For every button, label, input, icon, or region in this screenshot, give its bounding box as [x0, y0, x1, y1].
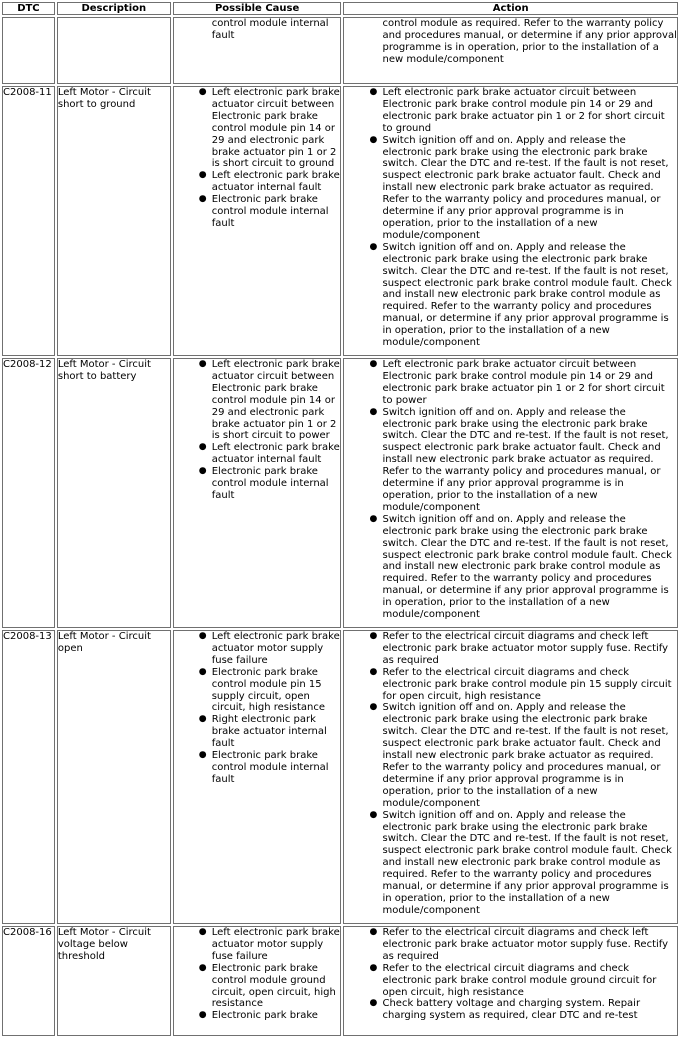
- action-list: [344, 631, 677, 917]
- table-header-row: [2, 2, 678, 15]
- list-item: [344, 135, 677, 242]
- header-action: Action: [343, 2, 678, 15]
- possible-cause-text: Left electronic park brake actuator motor supply fuse failure: [211, 927, 340, 962]
- list-item: [174, 194, 341, 230]
- possible-cause-text: Left electronic park brake actuator circuit between Electronic park brake control module pin 14 or 29 and electronic park brake actuator pin 1 or 2 is short circuit to power: [211, 359, 340, 442]
- dtc-description: Left Motor - Circuit voltage below threshold: [57, 926, 171, 1036]
- table-row: [2, 926, 678, 1036]
- action-text: Left electronic park brake actuator circuit between Electronic park brake control module pin 14 or 29 and electronic park brake actuator pin 1 or 2 for short circuit to power: [382, 359, 665, 406]
- dtc-code: C2008-13: [2, 630, 55, 924]
- list-item: [344, 810, 677, 917]
- bullet-icon: ●: [198, 1010, 207, 1021]
- list-item: [174, 714, 341, 750]
- action-text: Switch ignition off and on. Apply and release the electronic park brake using the electronic park brake switch. Clear the DTC and re-test. If the fault is not reset, suspect electronic park brake control module fault. Check and install new electronic park brake control module as required. Refer to the warranty policy and procedures manual, or determine if any prior approval programme is in operation, prior to the installation of a new module/component: [382, 809, 672, 916]
- header-possible-cause: Possible Cause: [173, 2, 342, 15]
- dtc-code: C2008-16: [2, 926, 55, 1036]
- bullet-icon: ●: [369, 666, 378, 677]
- bullet-icon: ●: [369, 631, 378, 641]
- bullet-icon: ●: [198, 750, 207, 761]
- bullet-icon: ●: [369, 134, 378, 145]
- list-item: [344, 667, 677, 703]
- bullet-icon: ●: [198, 170, 207, 181]
- bullet-icon: ●: [198, 631, 207, 641]
- list-item: [344, 359, 677, 407]
- continued-description-cell: [57, 17, 171, 84]
- bullet-icon: ●: [369, 241, 378, 252]
- possible-cause-text: Electronic park brake control module internal fault: [211, 466, 329, 501]
- list-item: [174, 442, 341, 466]
- action-cell: [343, 86, 678, 356]
- bullet-icon: ●: [369, 962, 378, 973]
- dtc-description: Left Motor - Circuit short to battery: [57, 358, 171, 628]
- list-item: [174, 1010, 341, 1022]
- dtc-code: C2008-12: [2, 358, 55, 628]
- bullet-icon: ●: [369, 406, 378, 417]
- bullet-icon: ●: [369, 927, 378, 937]
- action-cell: [343, 358, 678, 628]
- list-item: [344, 242, 677, 349]
- action-text: Refer to the electrical circuit diagrams and check left electronic park brake actuator motor supply fuse. Rectify as required: [382, 631, 669, 666]
- bullet-icon: ●: [369, 359, 378, 369]
- list-item: [174, 466, 341, 502]
- list-item: [344, 407, 677, 514]
- bullet-icon: ●: [369, 87, 378, 97]
- action-text: Switch ignition off and on. Apply and release the electronic park brake using the electronic park brake switch. Clear the DTC and re-test. If the fault is not reset, suspect electronic park brake control module fault. Check and install new electronic park brake control module as required. Refer to the warranty policy and procedures manual, or determine if any prior approval programme is in operation, prior to the installation of a new module/component: [382, 513, 672, 621]
- list-item: [174, 87, 341, 170]
- bullet-icon: ●: [198, 194, 207, 205]
- list-item: [174, 667, 341, 715]
- list-item: [174, 359, 341, 442]
- possible-cause-cell: [173, 86, 342, 356]
- bullet-icon: ●: [198, 962, 207, 973]
- bullet-icon: ●: [198, 927, 207, 937]
- possible-cause-list: [174, 927, 341, 1022]
- action-text: Left electronic park brake actuator circuit between Electronic park brake control module pin 14 or 29 and electronic park brake actuator pin 1 or 2 for short circuit to ground: [382, 87, 665, 134]
- possible-cause-list: [174, 359, 341, 502]
- bullet-icon: ●: [369, 513, 378, 524]
- action-text: Switch ignition off and on. Apply and release the electronic park brake using the electronic park brake switch. Clear the DTC and re-test. If the fault is not reset, suspect electronic park brake actuator fault. Check and install new electronic park brake actuator as required. Refer to the warranty policy and procedures manual, or determine if any prior approval programme is in operation, prior to the installation of a new module/component: [382, 406, 669, 513]
- list-item: [344, 998, 677, 1022]
- action-list: [344, 87, 677, 349]
- bullet-icon: ●: [198, 442, 207, 453]
- possible-cause-text: Left electronic park brake actuator internal fault: [211, 170, 340, 194]
- action-text: Refer to the electrical circuit diagrams and check electronic park brake control module pin 15 supply circuit for open circuit, high resistance: [382, 666, 672, 702]
- list-item: [174, 927, 341, 963]
- bullet-icon: ●: [369, 998, 378, 1009]
- possible-cause-text: Left electronic park brake actuator internal fault: [211, 442, 340, 466]
- possible-cause-text: Left electronic park brake actuator motor supply fuse failure: [211, 631, 340, 666]
- list-item: [344, 927, 677, 963]
- possible-cause-text: Electronic park brake control module ground circuit, open circuit, high resistance: [211, 962, 336, 1010]
- action-text: Check battery voltage and charging system. Repair charging system as required, clear DTC and re-test: [382, 998, 641, 1022]
- table-row: [2, 86, 678, 356]
- bullet-icon: ●: [198, 466, 207, 477]
- possible-cause-cell: [173, 630, 342, 924]
- action-text: Refer to the electrical circuit diagrams and check electronic park brake control module ground circuit for open circuit, high resistance: [382, 962, 657, 998]
- possible-cause-text: Electronic park brake control module internal fault: [211, 194, 329, 229]
- bullet-icon: ●: [369, 809, 378, 820]
- bullet-icon: ●: [369, 702, 378, 713]
- header-description: Description: [57, 2, 171, 15]
- continued-action-text: control module as required. Refer to the warranty policy and procedures manual, or determine if any prior approval programme is in operation, prior to the installation of a new module/component: [382, 18, 677, 65]
- dtc-description: Left Motor - Circuit short to ground: [57, 86, 171, 356]
- header-dtc: DTC: [2, 2, 55, 15]
- action-list: [344, 927, 677, 1022]
- possible-cause-list: [174, 631, 341, 786]
- possible-cause-text: Electronic park brake control module pin 15 supply circuit, open circuit, high resistance: [211, 666, 326, 714]
- continued-row: [2, 17, 678, 84]
- possible-cause-cell: [173, 926, 342, 1036]
- continued-cause-text: control module internal fault: [211, 18, 329, 41]
- possible-cause-text: Left electronic park brake actuator circuit between Electronic park brake control module pin 14 or 29 and electronic park brake actuator pin 1 or 2 is short circuit to ground: [211, 87, 340, 170]
- continued-action-cell: [343, 17, 678, 84]
- bullet-icon: ●: [198, 666, 207, 677]
- continued-dtc-cell: [2, 17, 55, 84]
- possible-cause-text: Right electronic park brake actuator internal fault: [211, 714, 327, 750]
- table-row: [2, 630, 678, 924]
- list-item: [174, 631, 341, 667]
- list-item: [174, 170, 341, 194]
- table-row: [2, 358, 678, 628]
- action-cell: [343, 926, 678, 1036]
- action-text: Switch ignition off and on. Apply and release the electronic park brake using the electronic park brake switch. Clear the DTC and re-test. If the fault is not reset, suspect electronic park brake actuator fault. Check and install new electronic park brake actuator as required. Refer to the warranty policy and procedures manual, or determine if any prior approval programme is in operation, prior to the installation of a new module/component: [382, 702, 669, 809]
- bullet-icon: ●: [198, 87, 207, 97]
- action-text: Switch ignition off and on. Apply and release the electronic park brake using the electronic park brake switch. Clear the DTC and re-test. If the fault is not reset, suspect electronic park brake control module fault. Check and install new electronic park brake control module as required. Refer to the warranty policy and procedures manual, or determine if any prior approval programme is in operation, prior to the installation of a new module/component: [382, 241, 672, 349]
- bullet-icon: ●: [198, 714, 207, 725]
- possible-cause-text: Electronic park brake: [211, 1010, 318, 1022]
- possible-cause-list: [174, 87, 341, 230]
- list-item: [344, 87, 677, 135]
- list-item: [344, 702, 677, 809]
- continued-cause-cell: [173, 17, 342, 84]
- possible-cause-cell: [173, 358, 342, 628]
- action-list: [344, 359, 677, 621]
- action-text: Switch ignition off and on. Apply and release the electronic park brake using the electronic park brake switch. Clear the DTC and re-test. If the fault is not reset, suspect electronic park brake actuator fault. Check and install new electronic park brake actuator as required. Refer to the warranty policy and procedures manual, or determine if any prior approval programme is in operation, prior to the installation of a new module/component: [382, 134, 669, 241]
- possible-cause-text: Electronic park brake control module internal fault: [211, 750, 329, 785]
- action-text: Refer to the electrical circuit diagrams and check left electronic park brake actuator motor supply fuse. Rectify as required: [382, 927, 669, 962]
- list-item: [344, 514, 677, 621]
- list-item: [344, 963, 677, 999]
- dtc-code: C2008-11: [2, 86, 55, 356]
- list-item: [344, 631, 677, 667]
- list-item: [174, 750, 341, 786]
- list-item: [174, 963, 341, 1011]
- bullet-icon: ●: [198, 359, 207, 369]
- dtc-description: Left Motor - Circuit open: [57, 630, 171, 924]
- action-cell: [343, 630, 678, 924]
- table-body: [2, 17, 678, 1036]
